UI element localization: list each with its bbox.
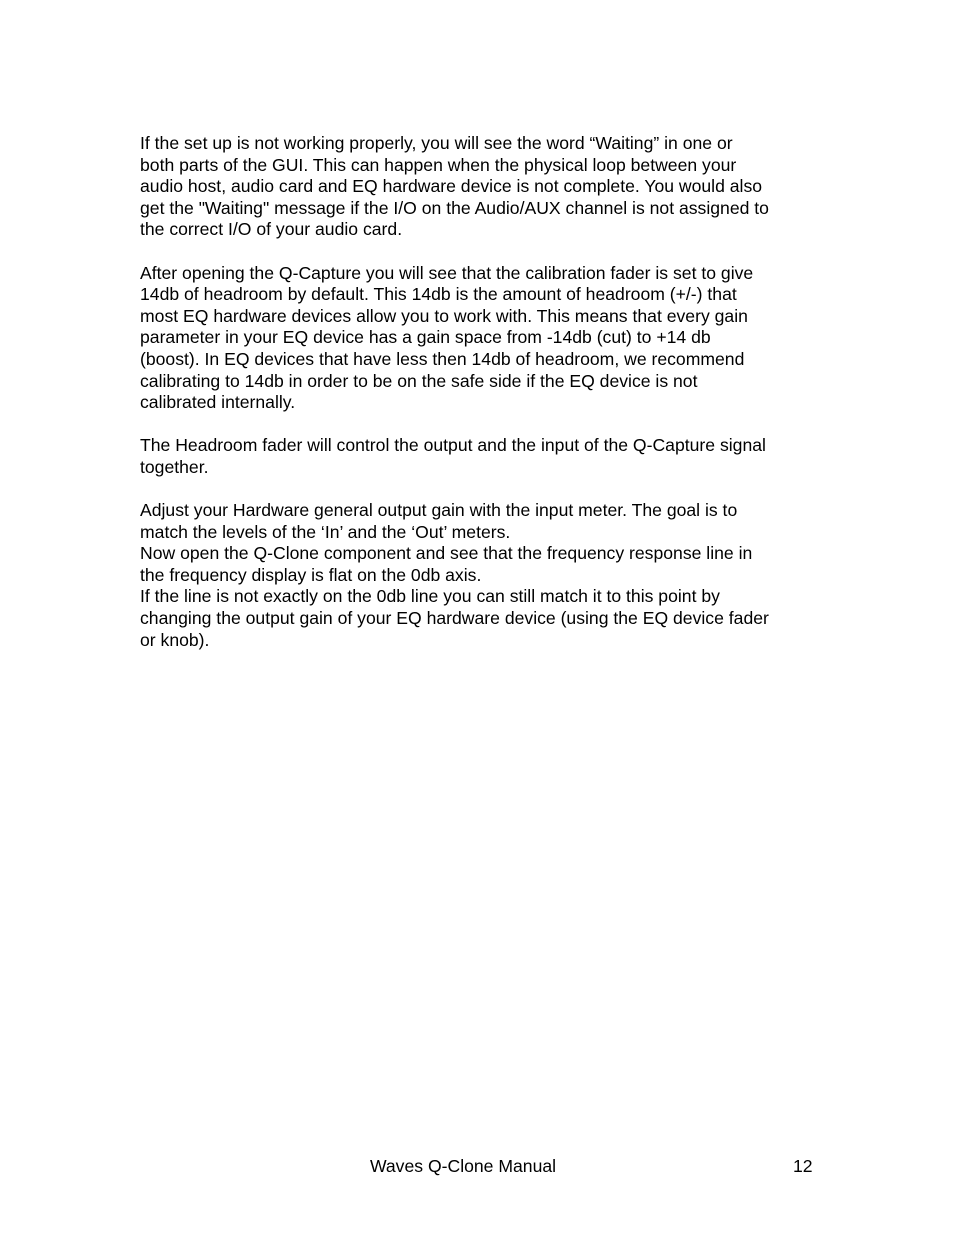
paragraph-adjust-output-gain: Adjust your Hardware general output gain with the input meter. The goal is to match the levels of the ‘In’ and the ‘Out’ meters.	[140, 500, 738, 542]
paragraph-waiting-message: If the set up is not working properly, you will see the word “Waiting” in one or both parts of the GUI. This can happen when the physical loop between your audio host, audio card and EQ hardware device is not complete. You would also get the "Waiting" message if the I/O on the Audio/AUX channel is not assigned to the correct I/O of your audio card.	[140, 133, 769, 240]
paragraph-calibration-headroom: After opening the Q-Capture you will see that the calibration fader is set to give 14db of headroom by default. This 14db is the amount of headroom (+/-) that most EQ hardware devices allow you to work with. This means that every gain parameter in your EQ device has a gain space from -14db (cut) to +14 db (boost). In EQ devices that have less then 14db of headroom, we recommend calibrating to 14db in order to be on the safe side if the EQ device is not calibrated internally.	[140, 262, 754, 413]
paragraph-open-q-clone: Now open the Q-Clone component and see that the frequency response line in the frequency display is flat on the 0db axis.	[140, 543, 753, 585]
paragraph-match-0db-line: If the line is not exactly on the 0db line you can still match it to this point by changing the output gain of your EQ hardware device (using the EQ device fader or knob).	[140, 586, 769, 650]
body-text	[140, 133, 820, 651]
footer-title: Waves Q-Clone Manual	[369, 1156, 557, 1176]
footer-page-number: 12	[793, 1156, 813, 1176]
paragraph-headroom-fader: The Headroom fader will control the output and the input of the Q-Capture signal together.	[140, 435, 766, 477]
